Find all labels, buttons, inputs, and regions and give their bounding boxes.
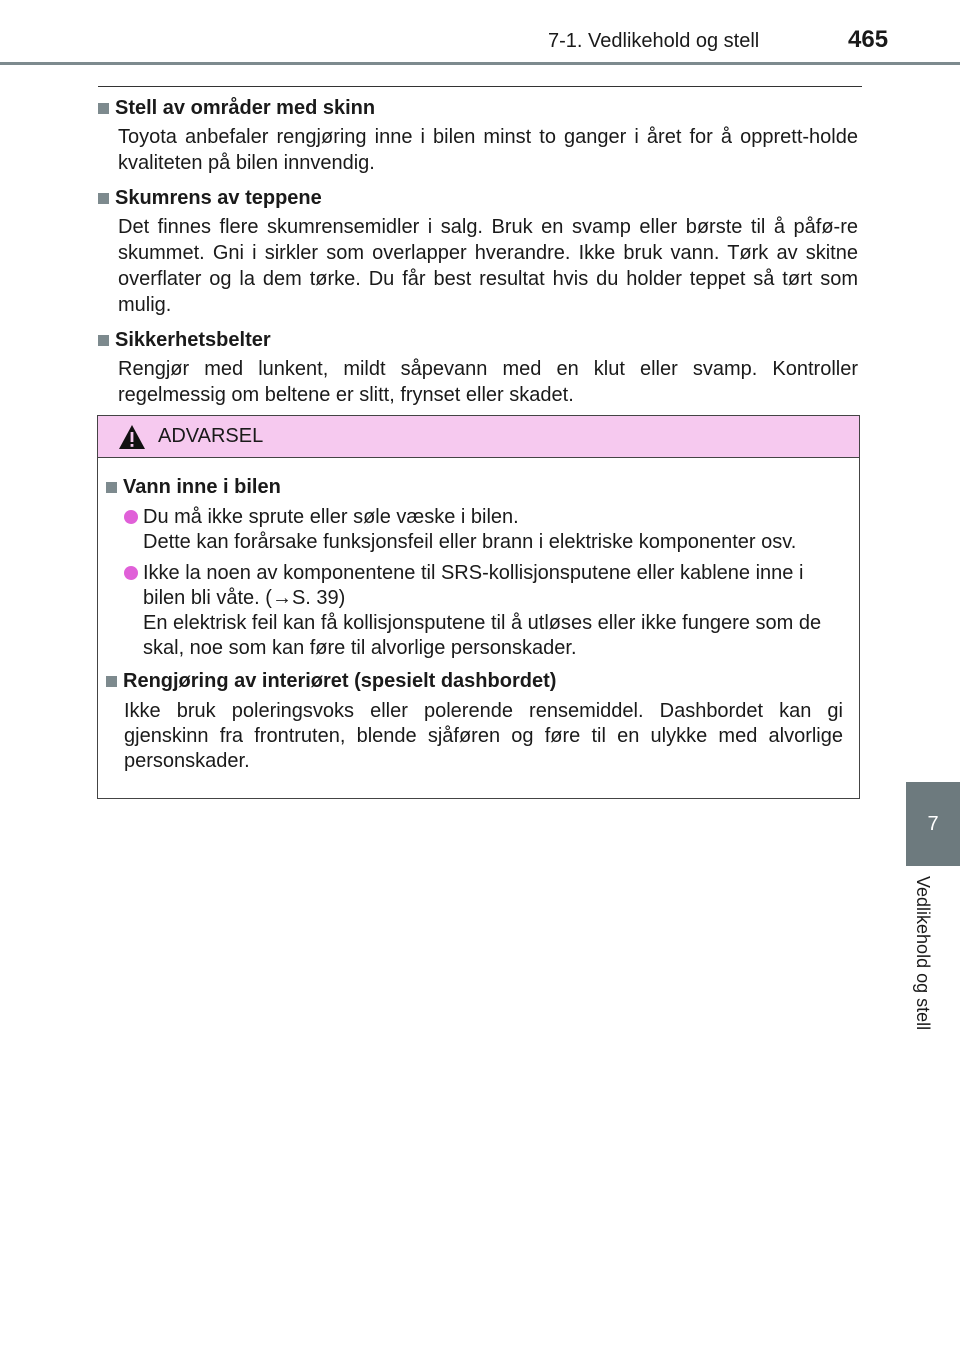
- warning-section-interior: [106, 669, 851, 774]
- warning-section-title: Rengjøring av interiøret (spesielt dashbordet): [106, 669, 851, 693]
- chapter-tab: [906, 782, 960, 866]
- section-body: Rengjør med lunkent, mildt såpevann med en klut eller svamp. Kontroller regelmessig om beltene er slitt, frynset eller skadet.: [118, 358, 858, 406]
- warning-box: [97, 415, 860, 799]
- section-title: Skumrens av teppene: [98, 186, 858, 210]
- section-title: Sikkerhetsbelter: [98, 328, 858, 352]
- section-body: Toyota anbefaler rengjøring inne i bilen minst to ganger i året for å opprett-holde kvaliteten på bilen innvendig.: [118, 126, 858, 174]
- gray-square-icon: [106, 676, 117, 687]
- main-content: [98, 96, 858, 418]
- warning-section-title: Vann inne i bilen: [106, 475, 851, 499]
- section-title: Stell av områder med skinn: [98, 96, 858, 120]
- gray-square-icon: [106, 482, 117, 493]
- header-rule: [0, 62, 960, 65]
- content-top-rule: [98, 86, 862, 87]
- gray-square-icon: [98, 103, 109, 114]
- chapter-tab-number: 7: [927, 812, 939, 835]
- magenta-dot-icon: [124, 566, 138, 580]
- warning-section-water: [106, 475, 851, 661]
- chapter-tab-label: Vedlikehold og stell: [913, 876, 933, 1031]
- page-number: 465: [848, 26, 889, 53]
- section-seatbelts: [98, 328, 858, 408]
- warning-heading: ADVARSEL: [158, 425, 264, 447]
- section-body: Det finnes flere skumrensemidler i salg. Bruk en svamp eller børste til å påfø-re skummet. Gni i sirkler som overlapper hverandre. Ikke bruk vann. Tørk av skitne overflater og la dem tørke. Du får best resultat hvis du holder teppet så tørt som mulig.: [118, 216, 858, 316]
- section-leather: [98, 96, 858, 176]
- warning-bullet: Ikke la noen av komponentene til SRS-kollisjonsputene eller kablene inne i bilen bli våte. (→S. 39) En elektrisk feil kan få kollisjonsputene til å utløses eller ikke fungere som de skal, noe som kan føre til alvorlige personskader.: [124, 561, 851, 661]
- chapter-title: 7-1. Vedlikehold og stell: [548, 30, 760, 52]
- warning-bullet: Du må ikke sprute eller søle væske i bilen. Dette kan forårsake funksjonsfeil eller brann i elektriske komponenter osv.: [124, 505, 851, 555]
- warning-body: [98, 458, 859, 774]
- gray-square-icon: [98, 335, 109, 346]
- magenta-dot-icon: [124, 510, 138, 524]
- gray-square-icon: [98, 193, 109, 204]
- warning-triangle-icon: [118, 424, 146, 450]
- section-carpet: [98, 186, 858, 318]
- warning-section-body: Ikke bruk poleringsvoks eller polerende rensemiddel. Dashbordet kan gi gjenskinn fra frontruten, blende sjåføren og føre til en ulykke med alvorlige personskader.: [124, 700, 843, 772]
- warning-header: [98, 416, 859, 458]
